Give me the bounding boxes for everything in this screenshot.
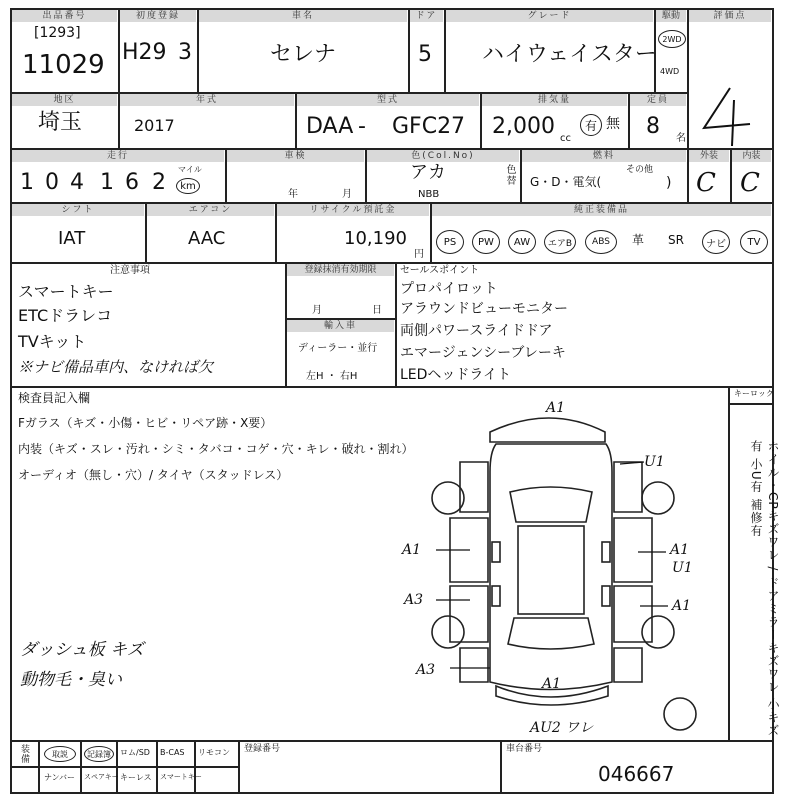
sales-point-4: エマージェンシーブレーキ [400,345,566,361]
exterior-value: C [696,168,716,198]
bottom-smart-key: スマートキー [160,773,202,781]
displacement-label: 排気量 [482,94,627,106]
mileage-unit-alt: マイル [178,165,202,174]
year-value: 2017 [134,116,175,135]
keylock-label: キーロック [734,389,774,398]
equipment-section-label: 装備 [19,744,29,764]
fuel-label: 燃料 [522,150,686,162]
interior-value: C [740,168,760,198]
first-reg-month: 3 [178,40,192,65]
inspection-year-unit: 年 [288,189,298,200]
fuel-other: その他 [626,165,654,175]
model-label: 車名 [199,10,407,22]
inspector-line-3: オーディオ（無し・穴）/ タイヤ（スタッドレス） [18,468,289,482]
mileage-d4: 1 [100,170,114,195]
equip-pw: PW [472,230,500,254]
bottom-remote: リモコン [198,748,230,757]
note-1: スマートキー [18,282,114,301]
drive-2wd: 2WD [658,30,686,48]
mileage-d2: 0 [45,170,59,195]
bottom-bcas: B-CAS [160,748,185,757]
equipment-label: 純正装備品 [432,204,771,216]
equip-navi: ナビ [702,230,730,254]
displacement-unit: cc [560,133,571,144]
inspector-line-2: 内装（キズ・スレ・汚れ・シミ・タバコ・コゲ・穴・キレ・破れ・割れ） [18,442,414,456]
turbo-yes: 有 [580,114,602,136]
note-2: ETCドラレコ [18,306,113,325]
region-value: 埼玉 [38,110,83,135]
first-reg-era: H29 [122,40,167,65]
vertical-note: ホイル・CPキズワレ / ドアミラーキズワレ 小キズ有 小U有 補修有 [749,440,780,738]
recycle-amount: 10,190 [344,228,407,249]
shift-value: IAT [58,228,86,249]
sales-point-2: アラウンドビューモニター [400,301,568,317]
equip-abs: ABS [585,230,617,254]
color-change-label: 色替 [504,164,515,186]
chassis-dash: - [358,114,366,139]
import-hand: 左H ・ 右H [306,371,358,382]
import-dealer: ディーラー・並行 [298,343,378,354]
equip-airbag: エアB [544,230,576,254]
reg-expiry-day: 日 [372,305,382,316]
sales-point-5: LEDヘッドライト [400,367,512,383]
bottom-plate: ナンバー [44,773,76,782]
registration-no-label: 登録番号 [244,744,281,754]
model-name: セレナ [270,42,337,67]
inspection-label: 車検 [227,150,364,162]
bottom-rom: ロム/SD [120,748,150,757]
seats-label: 定員 [630,94,686,106]
interior-label: 内装 [732,150,771,162]
mileage-d5: 6 [125,170,139,195]
bottom-record: 記録簿 [84,746,114,762]
turbo-no: 無 [606,116,620,132]
mark-left-rear: A3 [404,592,424,608]
vehicle-no-label: 車台番号 [506,744,543,754]
chassis-prefix: DAA [306,114,354,139]
mileage-label: 走行 [12,150,224,162]
mileage-d6: 2 [152,170,166,195]
mark-rear-bumper: AU2 ワレ [530,720,594,736]
mark-right-door: A1 [670,542,690,558]
score-label: 評価点 [689,10,771,22]
shift-label: シフト [12,204,144,216]
model-year-label: 年式 [120,94,294,106]
hand-note-2: 動物毛・臭い [20,670,122,690]
seats-value: 8 [646,114,660,139]
bottom-manual: 取説 [44,746,76,762]
mileage-d3: 4 [70,170,84,195]
score-hand [690,80,770,150]
bottom-spare-key: スペアキー [84,773,119,781]
inspector-label: 検査員記入欄 [18,391,91,405]
notes-label: 注意事項 [110,265,150,276]
lot-label: 出品番号 [12,10,117,22]
equip-tv: TV [740,230,768,254]
recycle-label: リサイクル預託金 [277,204,429,216]
score-value [720,20,721,21]
displacement-value: 2,000 [492,114,555,139]
mark-right-rear: A1 [672,598,692,614]
inspector-line-1: Fガラス（キズ・小傷・ヒビ・リペア跡・X要） [18,416,273,430]
mark-rear: A1 [542,676,562,692]
recycle-unit: 円 [414,249,424,260]
color-name: アカ [410,162,446,183]
doors-value: 5 [418,42,432,67]
color-code: NBB [418,189,440,200]
region-label: 地区 [12,94,117,106]
equip-aw: AW [508,230,536,254]
fuel-options: G・D・電気( [530,175,602,189]
lot-number: 11029 [22,50,105,80]
lot-prefix: [1293] [34,25,81,41]
seats-unit: 名 [676,133,686,144]
fuel-close: ) [666,175,672,191]
mark-right-front: U1 [644,454,665,470]
mileage-unit: km [176,178,200,194]
aircon-value: AAC [188,228,226,249]
color-label: 色(Col.No) [367,150,519,162]
reg-expiry-month: 月 [312,305,322,316]
chassis-code: GFC27 [392,114,466,139]
aircon-label: エアコン [147,204,274,216]
mark-left-quarter: A3 [416,662,436,678]
exterior-label: 外装 [689,150,729,162]
drive-4wd: 4WD [660,67,680,76]
grade-label: グレード [446,10,653,22]
hand-note-1: ダッシュ板 キズ [20,640,144,660]
mileage-d1: 1 [20,170,34,195]
doors-label: ドア [410,10,443,22]
first-reg-label: 初度登録 [120,10,196,22]
inspection-month-unit: 月 [342,189,352,200]
vehicle-no-value: 046667 [598,762,675,786]
chassis-label: 型式 [297,94,479,106]
mark-right-door-2: U1 [672,560,693,576]
reg-expiry-label: 登録抹消有効期限 [287,264,394,276]
sales-point-1: プロパイロット [400,281,498,297]
drive-label: 駆動 [656,10,686,22]
sales-point-3: 両側パワースライドドア [400,323,553,339]
mark-left-door: A1 [402,542,422,558]
bottom-keyless: キーレス [120,773,152,782]
note-3: TVキット [18,332,87,351]
equip-leather: 革 [632,233,645,247]
mark-front: A1 [546,400,566,416]
equip-ps: PS [436,230,464,254]
car-diagram [400,392,720,740]
grade-value: ハイウェイスター [482,42,657,67]
import-label: 輸入車 [287,320,394,332]
equip-sunroof: SR [668,233,684,247]
note-4: ※ナビ備品車内、なければ欠 [18,358,214,376]
sales-points-label: セールスポイント [400,265,480,276]
